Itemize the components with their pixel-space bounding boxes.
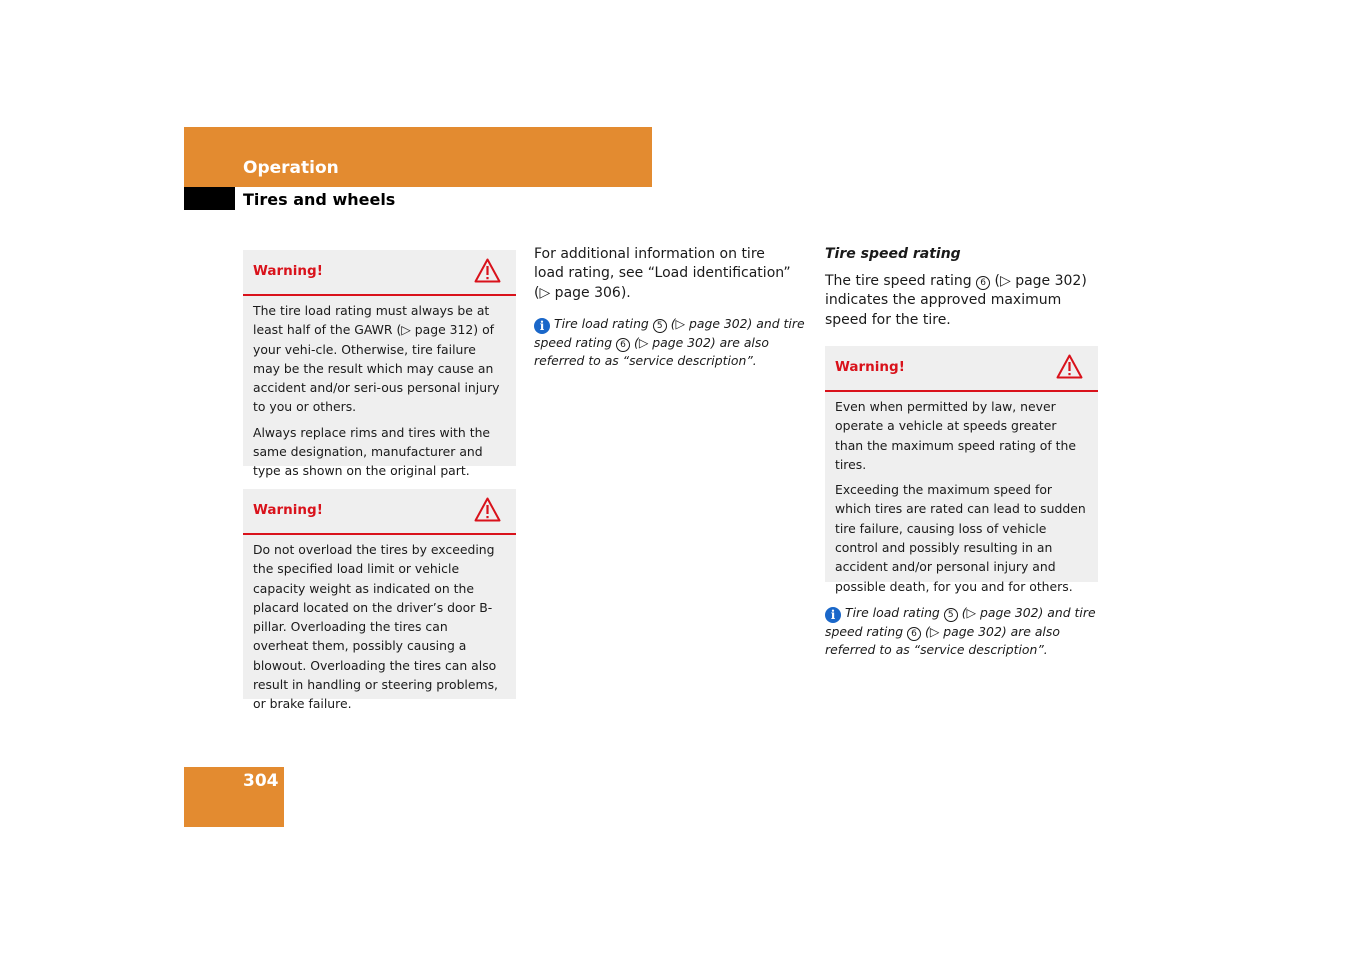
warning-paragraph: Exceeding the maximum speed for which tires are rated can lead to sudden tire failure, causing loss of vehicle control and possibly resulting in an accident and/or personal injury and possible death, for you and for others. [835, 482, 1086, 594]
warning-header [243, 489, 516, 535]
callout-number-6: 6 [976, 276, 990, 290]
load-info-reference: (▷ page 306). [534, 284, 631, 301]
subsection-title: Tires and wheels [243, 190, 396, 209]
info-text: (▷ page 302) are also referred to as “service description”. [825, 624, 1060, 657]
section-header-bar [184, 127, 652, 187]
warning-label: Warning! [253, 263, 323, 279]
callout-number-5: 5 [944, 608, 958, 622]
warning-header [825, 346, 1098, 392]
warning-triangle-icon [474, 258, 501, 283]
warning-triangle-icon [474, 497, 501, 522]
speed-rating-text [825, 272, 1095, 330]
speed-rating-text-part: The tire speed rating [825, 273, 972, 289]
info-text: (▷ page 302) and tire speed rating [534, 316, 805, 350]
warning-box-overload [243, 489, 516, 712]
warning-box-speed [825, 346, 1098, 594]
warning-box-load-rating [243, 250, 516, 479]
info-text: (▷ page 302) are also referred to as “service description”. [534, 335, 769, 368]
warning-header [243, 250, 516, 296]
warning-paragraph: Do not overload the tires by exceeding the specified load limit or vehicle capacity weight as indicated on the placard located on the driver’s door B-pillar. Overloading the tires can overheat them, possibly causing a blowout. Overloading the tires can also result in handling or steering problems, or brake failure. [253, 542, 498, 712]
section-title: Operation [243, 158, 339, 178]
warning-paragraph: The tire load rating must always be at least half of the GAWR (▷ page 312) of your vehi-cle. Otherwise, tire failure may be the result which may cause an accident and/or seri-ous personal injury to you or others. [253, 303, 500, 415]
callout-number-6: 6 [907, 627, 921, 641]
callout-number-6: 6 [616, 338, 630, 352]
section-tab-marker [184, 187, 235, 210]
speed-rating-text-part: (▷ page 302) indicates the approved maximum speed for the tire. [825, 273, 1087, 328]
info-icon: i [534, 318, 550, 334]
load-info-paragraph: For additional information on tire load rating, see “Load identification” [534, 246, 791, 282]
warning-body [243, 535, 516, 726]
info-note-service-description [825, 604, 1100, 658]
info-icon: i [825, 607, 841, 623]
load-info-text [534, 245, 794, 303]
page-number: 304 [243, 771, 279, 791]
warning-triangle-icon [1056, 354, 1083, 379]
info-text: Tire load rating [554, 316, 649, 331]
warning-label: Warning! [835, 359, 905, 375]
warning-body [243, 296, 516, 493]
warning-paragraph: Always replace rims and tires with the same designation, manufacturer and type as shown on the original part. [253, 424, 491, 479]
warning-label: Warning! [253, 502, 323, 518]
info-text: Tire load rating [845, 605, 940, 620]
callout-number-5: 5 [653, 319, 667, 333]
info-note-service-description [534, 315, 809, 369]
tire-speed-rating-heading: Tire speed rating [825, 246, 961, 262]
warning-paragraph: Even when permitted by law, never operate a vehicle at speeds greater than the maximum speed rating of the tires. [835, 399, 1076, 472]
info-text: (▷ page 302) and tire speed rating [825, 605, 1096, 639]
warning-body [825, 392, 1098, 608]
